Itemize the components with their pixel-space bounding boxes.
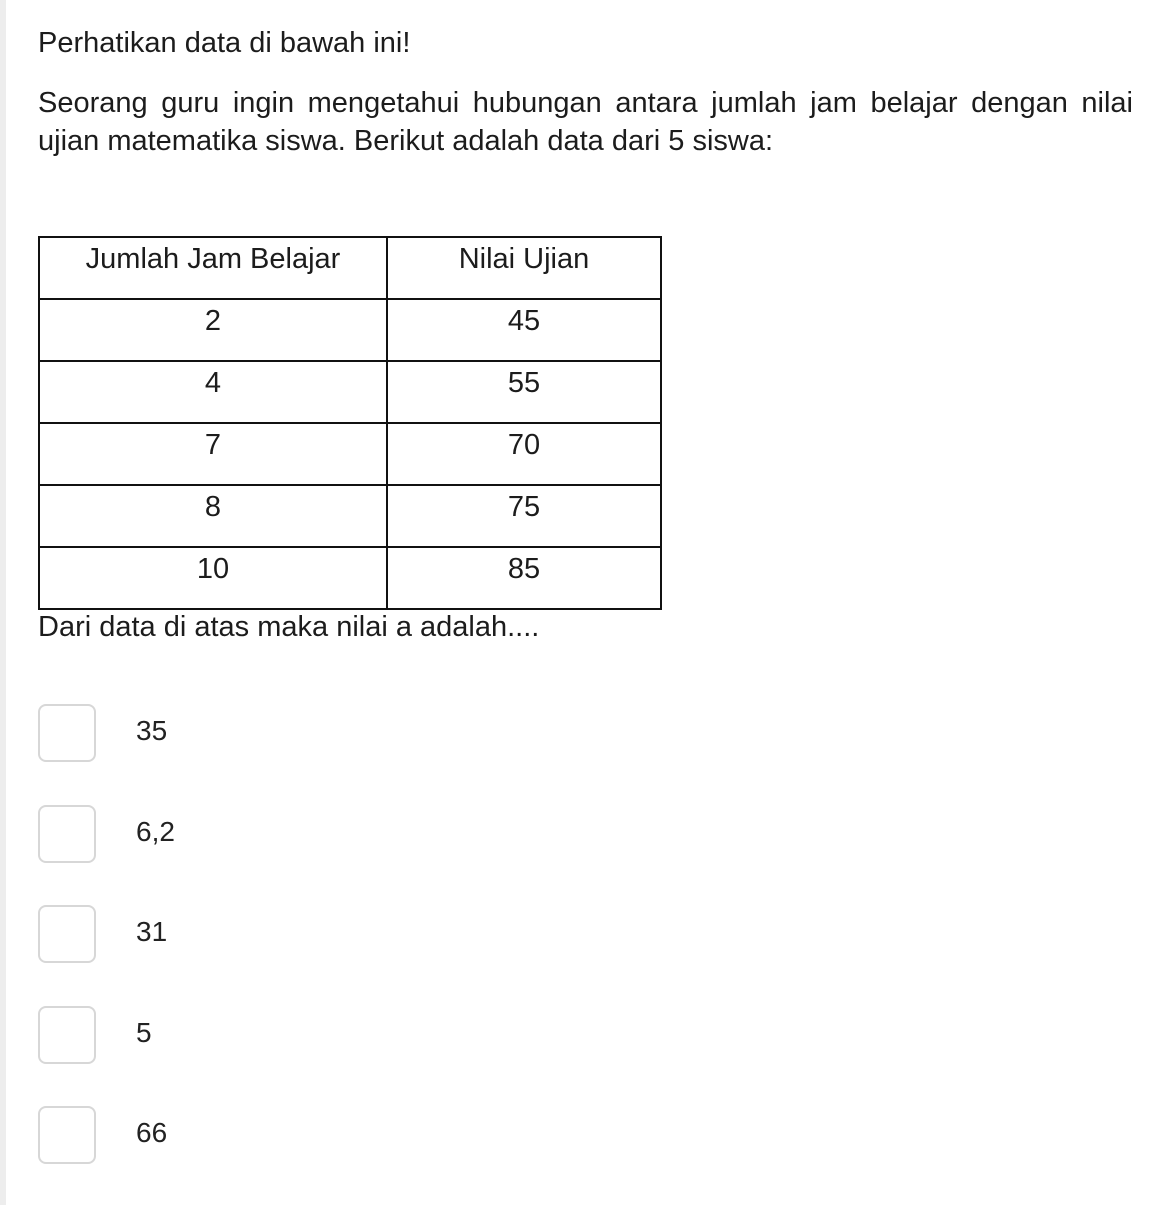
data-table bbox=[38, 236, 662, 610]
instruction-text: Perhatikan data di bawah ini! bbox=[38, 27, 411, 59]
cell-exam-score: 55 bbox=[387, 361, 661, 423]
table-row bbox=[39, 485, 661, 547]
question-text: Seorang guru ingin mengetahui hubungan antara jumlah jam belajar dengan nilai ujian matematika siswa. Berikut adalah data dari 5 siswa: bbox=[38, 87, 1133, 157]
table-row bbox=[39, 423, 661, 485]
table-row bbox=[39, 547, 661, 609]
cell-exam-score: 75 bbox=[387, 485, 661, 547]
option-label: 6,2 bbox=[136, 815, 175, 847]
option-label: 5 bbox=[136, 1016, 152, 1048]
checkbox-icon[interactable] bbox=[38, 1106, 96, 1164]
option-label: 35 bbox=[136, 715, 168, 746]
checkbox-icon[interactable] bbox=[38, 704, 96, 762]
option-label: 66 bbox=[136, 1117, 168, 1148]
table-header-row bbox=[39, 237, 661, 299]
cell-study-hours: 4 bbox=[39, 361, 387, 423]
cell-exam-score: 45 bbox=[387, 299, 661, 361]
cell-study-hours: 2 bbox=[39, 299, 387, 361]
cell-exam-score: 85 bbox=[387, 547, 661, 609]
cell-exam-score: 70 bbox=[387, 423, 661, 485]
header-exam-score: Nilai Ujian bbox=[387, 237, 661, 299]
table-row bbox=[39, 361, 661, 423]
left-border-strip bbox=[0, 0, 6, 1205]
cell-study-hours: 10 bbox=[39, 547, 387, 609]
table-row bbox=[39, 299, 661, 361]
checkbox-icon[interactable] bbox=[38, 805, 96, 863]
prompt-text: Dari data di atas maka nilai a adalah.... bbox=[38, 611, 540, 643]
checkbox-icon[interactable] bbox=[38, 905, 96, 963]
option-label: 31 bbox=[136, 916, 168, 947]
checkbox-icon[interactable] bbox=[38, 1006, 96, 1064]
cell-study-hours: 7 bbox=[39, 423, 387, 485]
header-study-hours: Jumlah Jam Belajar bbox=[39, 237, 387, 299]
cell-study-hours: 8 bbox=[39, 485, 387, 547]
